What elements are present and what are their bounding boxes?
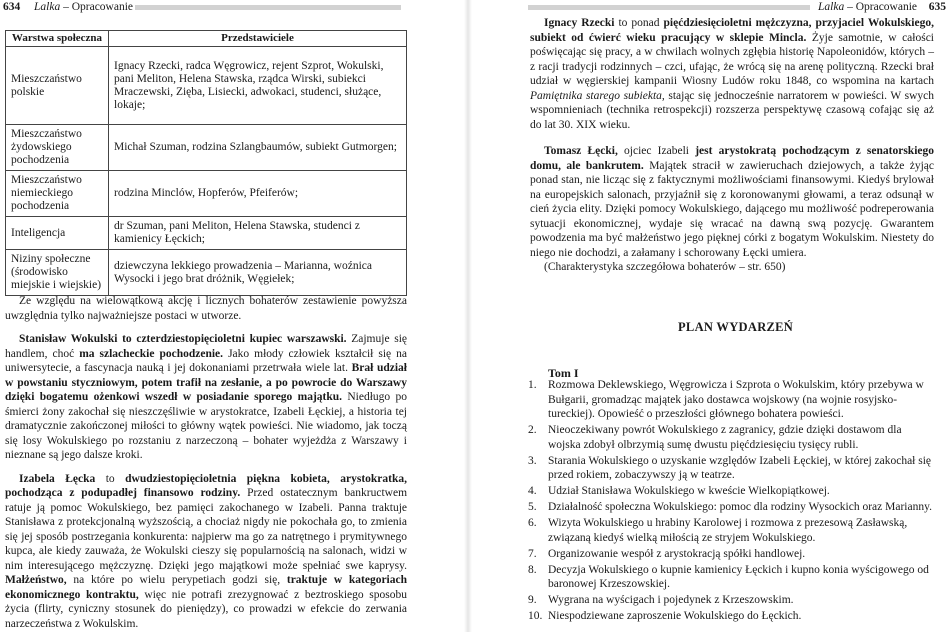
table-cell-members: dziewczyna lekkiego prowadzenia – Marianna, woźnica Wysocki i jego brat dróżnik, Węgiełek; [109, 250, 407, 296]
left-body-text [5, 294, 407, 631]
table-row [6, 250, 407, 296]
table-cell-class: Inteligencja [6, 217, 109, 250]
wokulski-paragraph [5, 332, 407, 463]
list-item [528, 563, 934, 592]
left-header-rule [0, 0, 468, 14]
list-item [528, 500, 934, 515]
text-bold: Małżeństwo, [5, 574, 67, 586]
text-span: to ponad [618, 17, 660, 29]
text-bold: pięćdziesięcioletni mężczyzna, przyjaciel Wokulskiego, subiekt od ćwierć wieku pracujący w sklepie Mincla. [530, 17, 934, 44]
list-item [528, 609, 934, 624]
list-item [528, 378, 934, 422]
text-bold: jest arystokratą pochodzącym z senatorskiego domu, ale bankrutem. [530, 145, 934, 172]
text-span: to [105, 472, 115, 485]
text-bold: traktuje w kategoriach ekonomicznego kontraktu, [5, 574, 407, 601]
table-cell-members: rodzina Minclów, Hopferów, Pfeiferów; [109, 171, 407, 217]
list-item [528, 516, 934, 545]
table-cell-class: Mieszczaństwo żydowskiego pochodzenia [6, 125, 109, 171]
right-header-subtitle: – Opracowanie [847, 1, 918, 13]
right-page-number: 635 [928, 1, 946, 13]
list-item-text: Wygrana na wyścigach i pojedynek z Krzeszowskim. [548, 594, 794, 606]
list-item-text: Nieoczekiwany powrót Wokulskiego z zagranicy, gdzie dzięki dostawom dla wojska zdobył olbrzymią sumę dwustu pięćdziesięciu tysięcy rubli. [548, 424, 902, 451]
text-span: Majątek stracił w zawieruchach dziejowych, a także żyjąc ponad stan, nie licząc się z faktycznymi możliwościami finansowymi. Kiedyś brylował na europejskich salonach, przyjaźnił się z koronowanymi głowami, a teraz odsunął w cień życia elity. Dzięki pomocy Wokulskiego, dającego mu możliwość podreperowania sytuacji ekonomicznej, wydaje się wracać na dawną swą pozycję. Gwarantem powodzenia ma być małżeństwo jego pięknej córki z bogatym Wokulskim. Niestety do niego nie dochodzi, a załamany i schorowany Łęcki umiera. [530, 159, 935, 259]
events-list [528, 378, 934, 625]
list-item-number: 4. [528, 485, 537, 497]
right-header-title: Lalka [818, 1, 845, 13]
list-item-text: Niespodziewane zaproszenie Wokulskiego do Łęckich. [548, 610, 802, 622]
table-cell-class: Niziny społeczne (środowisko miejskie i wiejskie) [6, 250, 109, 296]
list-item-number: 9. [528, 594, 537, 606]
izabela-paragraph [5, 472, 407, 632]
table-cell-members: Ignacy Rzecki, radca Węgrowicz, rejent Szprot, Wokulski, pani Meliton, Helena Stawska, rządca Wirski, subiekci Mraczewski, Zięba, Lisiecki, adwokaci, studenci, służące, lokaje; [109, 47, 407, 125]
list-item [528, 423, 934, 452]
text-bold: dwudziestopięcioletnia piękna kobieta, arystokratka, pochodząca z podupadłej finansowo rodziny. [5, 472, 407, 499]
text-span: Zajmuje się handlem, choć [5, 333, 407, 360]
table-row [6, 171, 407, 217]
table-header-members: Przedstawiciele [109, 31, 407, 47]
table-header-row [6, 31, 407, 47]
table-cell-class: Mieszczaństwo niemieckiego pochodzenia [6, 171, 109, 217]
list-item [528, 547, 934, 562]
left-page-number: 634 [3, 1, 21, 13]
volume-heading: Tom I [548, 366, 579, 380]
list-item-number: 1. [528, 379, 537, 391]
reference-note: (Charakterystyka szczegółowa bohaterów – str. 650) [544, 261, 786, 273]
list-item-number: 8. [528, 563, 537, 576]
list-item-text: Rozmowa Deklewskiego, Węgrowicza i Szprota o Wokulskim, który przebywa w Bułgarii, gromadząc majątek jako dostawca wojskowy (na wojnie rosyjsko-tureckiej). Opowieść o przeszłości głównego bohatera powieści. [548, 379, 924, 420]
text-italic: Pamiętnika starego subiekta, [530, 89, 665, 102]
rzecki-name: Ignacy Rzecki [544, 17, 615, 29]
right-body-text [530, 16, 934, 275]
izabela-name: Izabela Łęcka [19, 472, 96, 485]
text-span: stając się jednocześnie narratorem w powieści. W swych wspomnieniach (technika retrospekcji) rozszerza perspektywę czasową cofając się aż do lat 30. XIX wieku. [530, 89, 934, 131]
table-cell-members: Michał Szuman, rodzina Szlangbaumów, subiekt Gutmorgen; [109, 125, 407, 171]
table-cell-members: dr Szuman, pani Meliton, Helena Stawska, studenci z kamienicy Łęckich; [109, 217, 407, 250]
list-item-text: Starania Wokulskiego o uzyskanie względów Izabeli Łęckiej, w której zakochał się przed rokiem, zobaczywszy ją w teatrze. [548, 454, 932, 481]
list-item-text: Decyzja Wokulskiego o kupnie kamienicy Łęckich i kupno konia wyścigowego od baronowej Krzeszowskiej. [548, 563, 929, 590]
list-item-text: Wizyta Wokulskiego u hrabiny Karolowej i rozmowa z prezesową Zasławską, związaną kiedyś wielką miłością ze stryjem Wokulskiego. [548, 517, 908, 544]
table-header-class: Warstwa społeczna [6, 31, 109, 47]
list-item-text: Działalność społeczna Wokulskiego: pomoc dla rodziny Wysockich oraz Marianny. [548, 501, 932, 513]
right-running-header [818, 0, 946, 14]
left-page [0, 0, 468, 632]
text-span: na które po wielu perypetiach godzi się, [73, 574, 281, 586]
lecki-name: Tomasz Łęcki, [544, 145, 618, 157]
text-span: Niedługo po śmierci żony zakochał się nieszczęśliwie w arystokratce, Izabeli Łęckiej, a historia tej dramatycznie zakończonej miłości to główny wątek powieści. Nie wiadomo, jak toczą się losy Wokulskiego po rozstaniu z narzeczoną – bohater wyjeżdża z Warszawy i nieznane są jego dalsze kroki. [5, 391, 407, 461]
table-cell-class: Mieszczaństwo polskie [6, 47, 109, 125]
text-span: więc nie potrafi zrezygnować z beztroskiego sposobu życia (flirty, cyniczny stosunek do pieniędzy), co prowadzi w efekcie do zerwania narzeczeństwa z Wokulskim. [5, 588, 407, 630]
lecki-paragraph [530, 144, 934, 260]
list-item [528, 484, 934, 499]
text-bold: ma szlacheckie pochodzenie. [79, 347, 224, 360]
text-span: Żyje samotnie, w całości poświęcając się pracy, a w chwilach wolnych zgłębia historię Napoleonidów, których – z racji tradycji rodzinnych – czci, ufając, że wrócą się na arenę polityczną. Rzecki brał udział w węgierskiej kampanii Wiosny Ludów roku 1848, co wspomina na kartach [530, 31, 934, 87]
plan-title: PLAN WYDARZEŃ [678, 320, 794, 334]
text-span: Przed ostatecznym bankructwem ratuje ją pomoc Wokulskiego, bez pamięci zakochanego w Izabeli. Panna traktuje Stanisława z protekcjonalną wyższością, a chociaż nigdy nie pokochała go, to zmienia się jej sposób postrzegania konkurenta: najpierw ma go za natrętnego i prymitywnego kupca, ale kiedy zauważa, że Wokulski cieszy się popularnością na salonach, widzi w nim interesującego mężczyznę. Dzięki jego majątkowi może spełniać swe kaprysy. [5, 487, 408, 572]
list-item-number: 5. [528, 501, 537, 513]
left-header-subtitle: – Opracowanie [63, 1, 134, 13]
text-span: ojciec Izabeli [624, 145, 689, 157]
list-item [528, 593, 934, 608]
table-row [6, 47, 407, 125]
rzecki-paragraph [530, 16, 934, 132]
text-span: Jako młody człowiek kształcił się na uniwersytecie, a fascynacja nauką i jej dokonaniami przetrwała wiele lat. [5, 347, 408, 374]
list-item-number: 2. [528, 424, 537, 436]
left-header-title: Lalka [34, 1, 61, 13]
list-item-text: Organizowanie wespół z arystokracją spółki handlowej. [548, 547, 806, 560]
list-item-number: 3. [528, 454, 537, 467]
wokulski-name: Stanisław Wokulski to czterdziestopięcioletni kupiec warszawski. [19, 333, 347, 345]
list-item-number: 7. [528, 547, 537, 560]
list-item [528, 454, 934, 483]
intro-paragraph: Ze względu na wielowątkową akcję i licznych bohaterów zestawienie powyższa uwzględnia tylko najważniejsze postaci w utworze. [5, 295, 407, 322]
list-item-number: 6. [528, 517, 537, 529]
table-row [6, 217, 407, 250]
list-item-number: 10. [528, 610, 543, 622]
social-classes-table [5, 30, 407, 296]
text-bold: Brał udział w powstaniu styczniowym, potem trafił na zesłanie, a po powrocie do Warszawy dzięki bogatemu ożenkowi wszedł w posiadanie sporego majątku. [5, 362, 407, 403]
list-item-text: Udział Stanisława Wokulskiego w kweście Wielkopiątkowej. [548, 485, 830, 497]
table-row [6, 125, 407, 171]
